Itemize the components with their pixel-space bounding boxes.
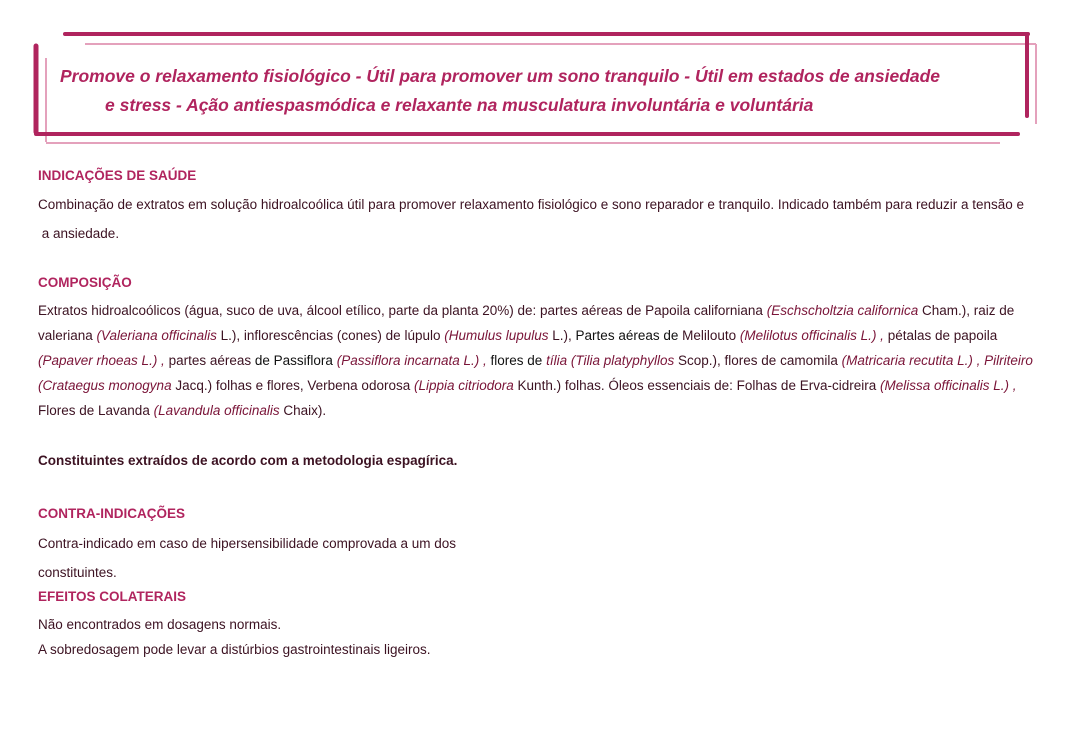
composition-text: Jacq.) folhas e flores, Verbena odorosa <box>171 378 414 393</box>
banner-line-1: Promove o relaxamento fisiológico - Útil para promover um sono tranquilo - Útil em estados de ansiedade <box>60 66 941 86</box>
composicao-text <box>38 298 1038 423</box>
scientific-name: (Passiflora incarnata L.) , <box>336 353 487 368</box>
efeitos-text <box>38 612 1048 662</box>
scientific-name: (Melissa officinalis L.) , <box>879 378 1017 393</box>
indicacoes-line-1: Combinação de extratos em solução hidroalcoólica útil para promover relaxamento fisiológico e sono reparador e tranquilo. Indicado também para reduzir a tensão e <box>38 197 1025 212</box>
scientific-name: (Valeriana officinalis <box>96 328 217 343</box>
contra-title: CONTRA-INDICAÇÕES <box>38 506 185 521</box>
composition-text: Melilouto <box>678 328 740 343</box>
composition-text: Kunth.) folhas. Óleos essenciais de: Folhas de Erva-cidreira <box>513 378 880 393</box>
efeitos-title: EFEITOS COLATERAIS <box>38 589 187 604</box>
composition-text: partes aéreas <box>164 353 255 368</box>
composition-text: Flores de Lavanda <box>38 403 154 418</box>
composition-text: Extratos hidroalcoólicos (água, suco de uva, álcool etílico, parte da planta 20%) de: partes aéreas de Papoila californiana <box>38 303 767 318</box>
scientific-name: (Papaver rhoeas L.) , <box>38 353 165 368</box>
scientific-name: Pilriteiro (Crataegus monogyna <box>38 353 1033 393</box>
composition-text: de Passiflora <box>254 353 333 368</box>
efeitos-line-1: Não encontrados em dosagens normais. <box>38 617 282 632</box>
composition-text: L.), inflorescências (cones) de lúpulo <box>216 328 445 343</box>
banner-claims <box>60 62 1020 120</box>
banner-line-2: e stress - Ação antiespasmódica e relaxante na musculatura involuntária e voluntária <box>105 95 814 115</box>
indicacoes-title: INDICAÇÕES DE SAÚDE <box>38 168 197 183</box>
scientific-name: tília (Tilia platyphyllos <box>546 353 675 368</box>
composition-text: Chaix). <box>279 403 327 418</box>
composition-text: L.), <box>548 328 576 343</box>
contra-line-1: Contra-indicado em caso de hipersensibilidade comprovada a um dos <box>38 536 456 551</box>
scientific-name: (Humulus lupulus <box>444 328 549 343</box>
composition-text: Scop.), flores de camomila <box>674 353 842 368</box>
contra-line-2: constituintes. <box>38 565 117 580</box>
scientific-name: (Melilotus officinalis L.) , <box>739 328 884 343</box>
indicacoes-line-2: a ansiedade. <box>38 226 120 241</box>
composition-text: pétalas de papoila <box>883 328 998 343</box>
composition-text: Partes aéreas de <box>575 328 679 343</box>
scientific-name: (Eschscholtzia californica <box>766 303 919 318</box>
scientific-name: (Matricaria recutita L.) , <box>841 353 981 368</box>
composition-text: flores de <box>490 353 543 368</box>
composicao-paragraph <box>38 298 1038 423</box>
composition-text: Cham.), raiz de valeriana <box>38 303 1015 343</box>
scientific-name: (Lippia citriodora <box>413 378 514 393</box>
indicacoes-text <box>38 192 1048 247</box>
contra-text <box>38 529 1048 587</box>
composicao-title: COMPOSIÇÃO <box>38 275 132 290</box>
metodologia-note: Constituintes extraídos de acordo com a metodologia espagírica. <box>38 453 458 468</box>
efeitos-line-2: A sobredosagem pode levar a distúrbios gastrointestinais ligeiros. <box>38 642 431 657</box>
scientific-name: (Lavandula officinalis <box>153 403 280 418</box>
